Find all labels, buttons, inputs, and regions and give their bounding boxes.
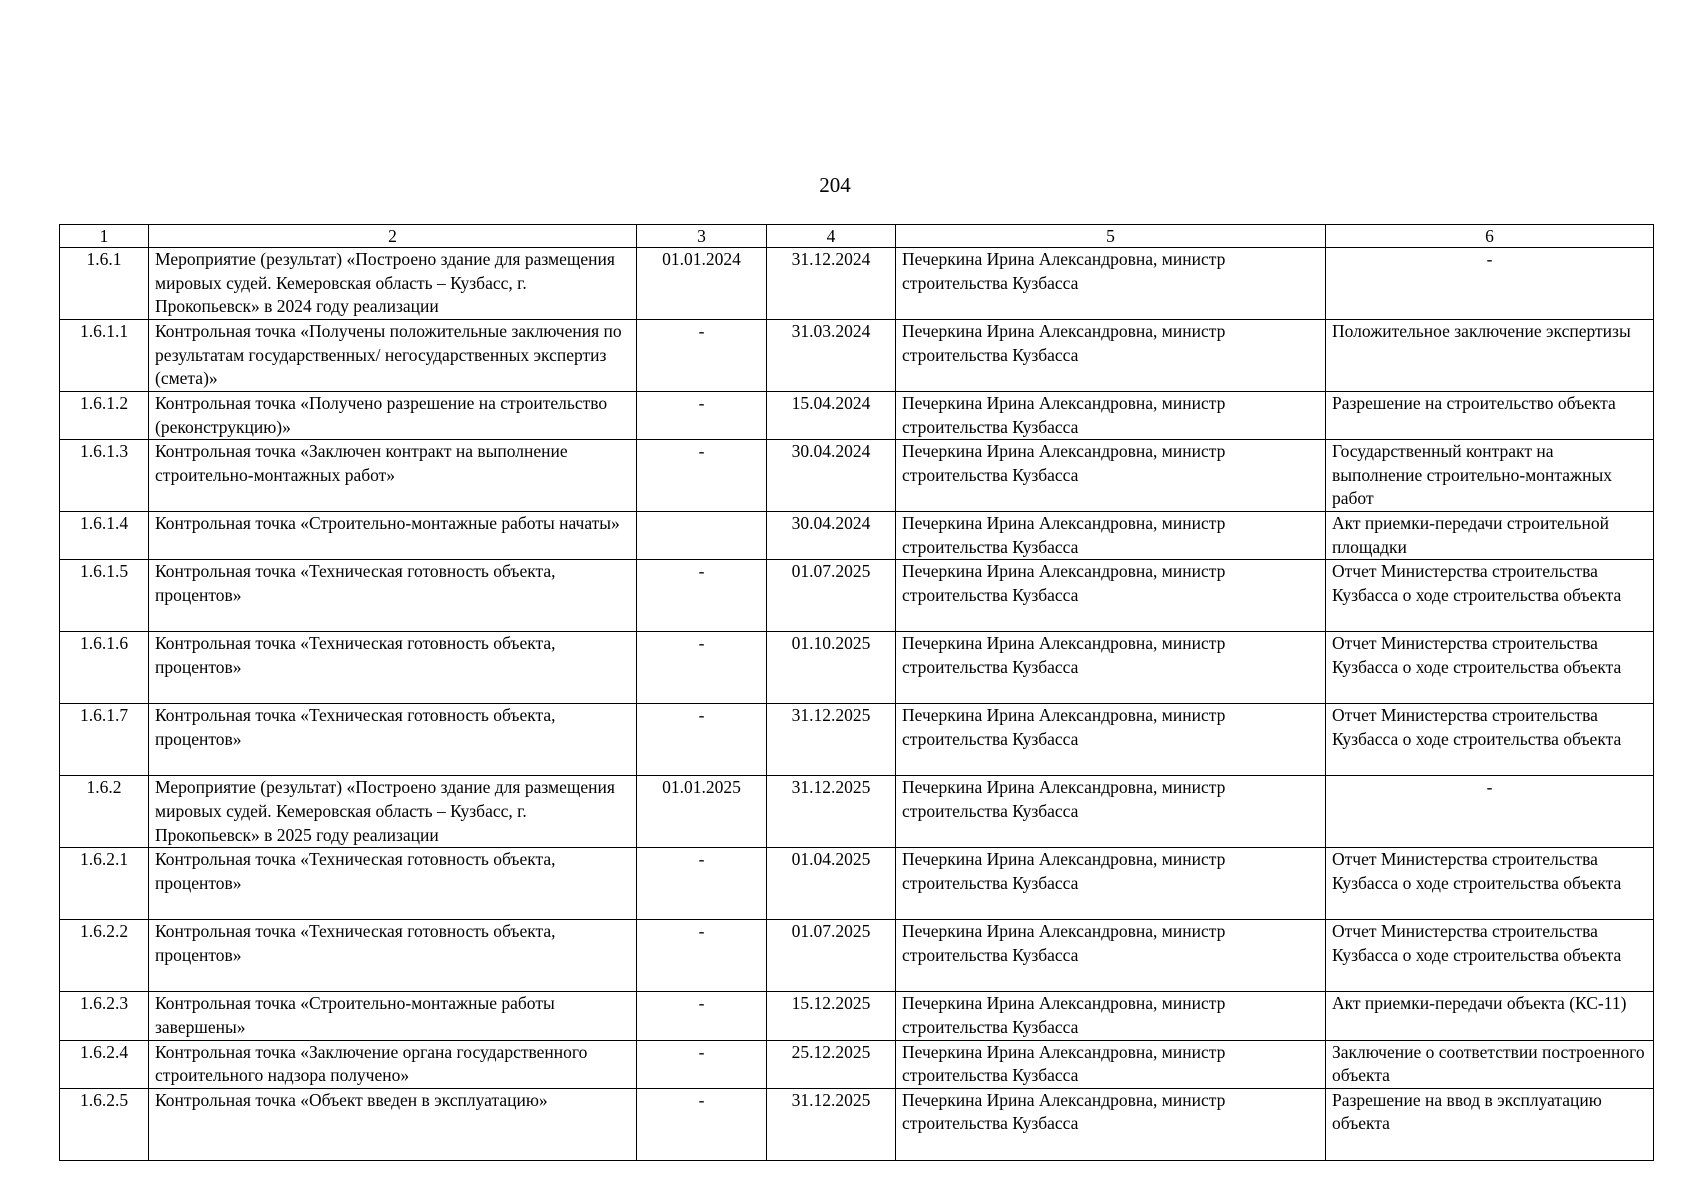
row-number: 1.6.1 (60, 248, 149, 320)
row-responsible: Печеркина Ирина Александровна, министр строительства Кузбасса (896, 248, 1326, 320)
row-end-date: 31.12.2024 (767, 248, 896, 320)
row-end-date: 30.04.2024 (767, 512, 896, 560)
row-name: Контрольная точка «Техническая готовность объекта, процентов» (149, 848, 637, 920)
row-start-date: - (637, 392, 767, 440)
row-number: 1.6.1.4 (60, 512, 149, 560)
row-end-date: 25.12.2025 (767, 1040, 896, 1088)
page-number: 204 (819, 173, 851, 197)
row-responsible: Печеркина Ирина Александровна, министр строительства Кузбасса (896, 392, 1326, 440)
table-row (60, 920, 1654, 992)
row-end-date: 31.03.2024 (767, 320, 896, 392)
row-end-date: 01.10.2025 (767, 632, 896, 704)
row-name: Контрольная точка «Строительно-монтажные работы начаты» (149, 512, 637, 560)
row-start-date: - (637, 848, 767, 920)
row-number: 1.6.1.7 (60, 704, 149, 776)
row-start-date: - (637, 920, 767, 992)
table-row (60, 632, 1654, 704)
row-responsible: Печеркина Ирина Александровна, министр строительства Кузбасса (896, 512, 1326, 560)
row-start-date: - (637, 704, 767, 776)
row-start-date: - (637, 1088, 767, 1160)
row-name: Контрольная точка «Строительно-монтажные работы завершены» (149, 992, 637, 1040)
column-number-row (60, 225, 1654, 248)
table-row (60, 992, 1654, 1040)
row-name: Контрольная точка «Получено разрешение на строительство (реконструкцию)» (149, 392, 637, 440)
row-end-date: 31.12.2025 (767, 704, 896, 776)
row-number: 1.6.2 (60, 776, 149, 848)
row-responsible: Печеркина Ирина Александровна, министр строительства Кузбасса (896, 704, 1326, 776)
row-responsible: Печеркина Ирина Александровна, министр строительства Кузбасса (896, 1040, 1326, 1088)
row-responsible: Печеркина Ирина Александровна, министр строительства Кузбасса (896, 848, 1326, 920)
row-document: Отчет Министерства строительства Кузбасса о ходе строительства объекта (1326, 704, 1654, 776)
row-number: 1.6.1.5 (60, 560, 149, 632)
row-document: Акт приемки-передачи объекта (КС-11) (1326, 992, 1654, 1040)
row-responsible: Печеркина Ирина Александровна, министр строительства Кузбасса (896, 992, 1326, 1040)
row-start-date: - (637, 1040, 767, 1088)
row-end-date: 15.04.2024 (767, 392, 896, 440)
row-end-date: 01.04.2025 (767, 848, 896, 920)
row-number: 1.6.1.3 (60, 440, 149, 512)
row-name: Мероприятие (результат) «Построено здание для размещения мировых судей. Кемеровская область – Кузбасс, г. Прокопьевск» в 2025 году реализации (149, 776, 637, 848)
row-start-date: - (637, 560, 767, 632)
table-row (60, 392, 1654, 440)
row-start-date (637, 512, 767, 560)
row-start-date: - (637, 632, 767, 704)
row-start-date: - (637, 320, 767, 392)
row-name: Контрольная точка «Техническая готовность объекта, процентов» (149, 560, 637, 632)
row-end-date: 01.07.2025 (767, 560, 896, 632)
row-number: 1.6.2.4 (60, 1040, 149, 1088)
row-document: Разрешение на строительство объекта (1326, 392, 1654, 440)
row-number: 1.6.1.6 (60, 632, 149, 704)
row-start-date: 01.01.2025 (637, 776, 767, 848)
row-name: Контрольная точка «Заключение органа государственного строительного надзора получено» (149, 1040, 637, 1088)
table-row (60, 776, 1654, 848)
row-responsible: Печеркина Ирина Александровна, министр строительства Кузбасса (896, 920, 1326, 992)
row-document: Положительное заключение экспертизы (1326, 320, 1654, 392)
row-document: - (1326, 776, 1654, 848)
table-row (60, 440, 1654, 512)
row-number: 1.6.1.1 (60, 320, 149, 392)
row-start-date: 01.01.2024 (637, 248, 767, 320)
row-responsible: Печеркина Ирина Александровна, министр строительства Кузбасса (896, 776, 1326, 848)
column-number: 4 (767, 225, 896, 248)
table-row (60, 560, 1654, 632)
row-name: Контрольная точка «Заключен контракт на выполнение строительно-монтажных работ» (149, 440, 637, 512)
column-number: 3 (637, 225, 767, 248)
row-start-date: - (637, 992, 767, 1040)
table-row (60, 704, 1654, 776)
row-document: Отчет Министерства строительства Кузбасса о ходе строительства объекта (1326, 560, 1654, 632)
row-document: Заключение о соответствии построенного объекта (1326, 1040, 1654, 1088)
table-row (60, 1088, 1654, 1160)
row-responsible: Печеркина Ирина Александровна, министр строительства Кузбасса (896, 1088, 1326, 1160)
table-row (60, 1040, 1654, 1088)
row-number: 1.6.1.2 (60, 392, 149, 440)
row-start-date: - (637, 440, 767, 512)
row-document: Отчет Министерства строительства Кузбасса о ходе строительства объекта (1326, 848, 1654, 920)
row-document: Акт приемки-передачи строительной площадки (1326, 512, 1654, 560)
implementation-plan-table (59, 224, 1654, 1161)
table-row (60, 248, 1654, 320)
row-name: Контрольная точка «Объект введен в эксплуатацию» (149, 1088, 637, 1160)
row-responsible: Печеркина Ирина Александровна, министр строительства Кузбасса (896, 440, 1326, 512)
row-responsible: Печеркина Ирина Александровна, министр строительства Кузбасса (896, 632, 1326, 704)
row-number: 1.6.2.3 (60, 992, 149, 1040)
row-end-date: 15.12.2025 (767, 992, 896, 1040)
row-name: Контрольная точка «Техническая готовность объекта, процентов» (149, 704, 637, 776)
row-number: 1.6.2.5 (60, 1088, 149, 1160)
table-row (60, 848, 1654, 920)
row-end-date: 01.07.2025 (767, 920, 896, 992)
row-name: Контрольная точка «Получены положительные заключения по результатам государственных/ негосударственных экспертиз (смета)» (149, 320, 637, 392)
table-row (60, 320, 1654, 392)
row-document: Отчет Министерства строительства Кузбасса о ходе строительства объекта (1326, 632, 1654, 704)
row-end-date: 31.12.2025 (767, 1088, 896, 1160)
row-document: Государственный контракт на выполнение строительно-монтажных работ (1326, 440, 1654, 512)
row-responsible: Печеркина Ирина Александровна, министр строительства Кузбасса (896, 320, 1326, 392)
column-number: 2 (149, 225, 637, 248)
row-name: Мероприятие (результат) «Построено здание для размещения мировых судей. Кемеровская область – Кузбасс, г. Прокопьевск» в 2024 году реализации (149, 248, 637, 320)
row-end-date: 31.12.2025 (767, 776, 896, 848)
row-number: 1.6.2.2 (60, 920, 149, 992)
column-number: 1 (60, 225, 149, 248)
table-row (60, 512, 1654, 560)
row-responsible: Печеркина Ирина Александровна, министр строительства Кузбасса (896, 560, 1326, 632)
row-document: Отчет Министерства строительства Кузбасса о ходе строительства объекта (1326, 920, 1654, 992)
column-number: 6 (1326, 225, 1654, 248)
row-number: 1.6.2.1 (60, 848, 149, 920)
column-number: 5 (896, 225, 1326, 248)
row-name: Контрольная точка «Техническая готовность объекта, процентов» (149, 632, 637, 704)
row-document: Разрешение на ввод в эксплуатацию объекта (1326, 1088, 1654, 1160)
row-document: - (1326, 248, 1654, 320)
row-name: Контрольная точка «Техническая готовность объекта, процентов» (149, 920, 637, 992)
row-end-date: 30.04.2024 (767, 440, 896, 512)
